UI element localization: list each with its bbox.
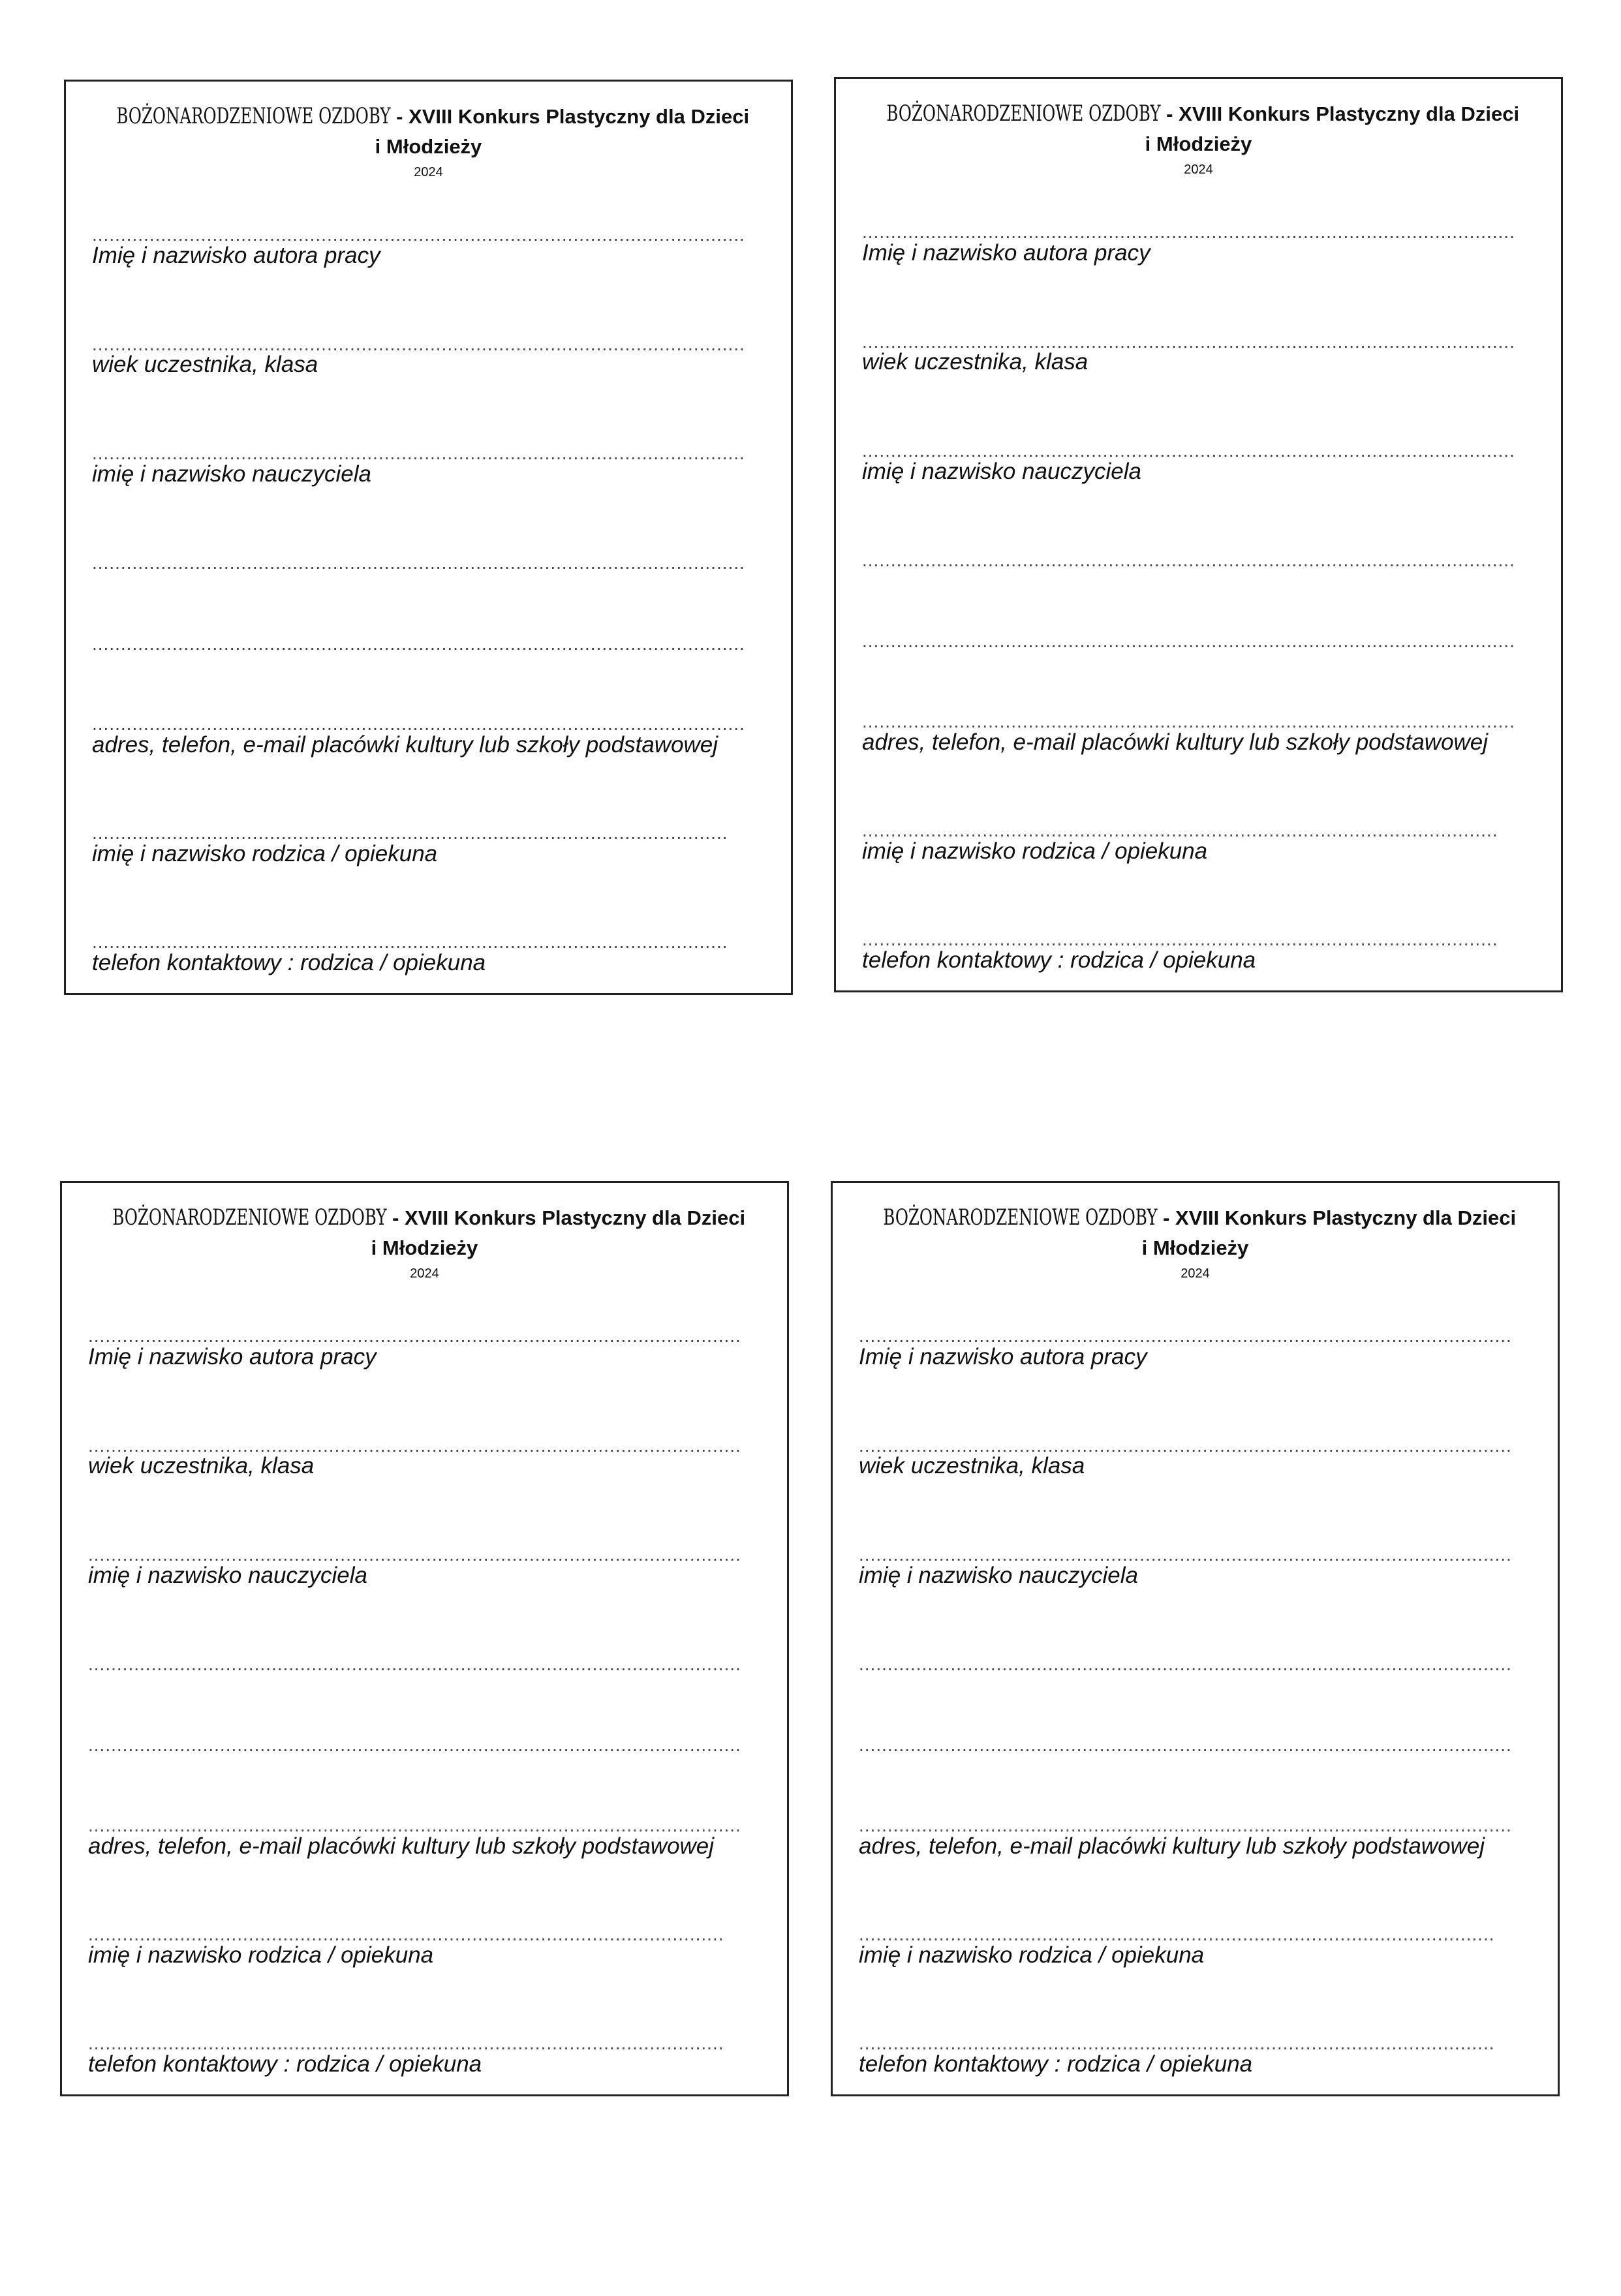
teacher-line[interactable]: .................................................................................................................. bbox=[92, 444, 745, 463]
parent-label: imię i nazwisko rodzica / opiekuna bbox=[859, 1942, 1205, 1968]
author-line[interactable]: .................................................................................................................. bbox=[92, 225, 745, 245]
teacher-line[interactable]: .................................................................................................................. bbox=[88, 1545, 741, 1565]
author-label: Imię i nazwisko autora pracy bbox=[862, 240, 1150, 266]
teacher-line[interactable]: .................................................................................................................. bbox=[859, 1545, 1512, 1565]
parent-line[interactable]: ............................................................................................................... bbox=[88, 1925, 724, 1944]
address-line-3[interactable]: .................................................................................................................. bbox=[862, 712, 1515, 731]
author-line[interactable]: .................................................................................................................. bbox=[88, 1326, 741, 1346]
contest-subtitle: - XVIII Konkurs Plastyczny dla Dzieci bbox=[386, 1206, 746, 1229]
phone-label: telefon kontaktowy : rodzica / opiekuna bbox=[92, 950, 486, 975]
contest-year: 2024 bbox=[410, 1266, 439, 1281]
address-label: adres, telefon, e-mail placówki kultury lub szkoły podstawowej bbox=[862, 729, 1489, 755]
entry-card-1 bbox=[64, 80, 793, 995]
address-line-1[interactable]: .................................................................................................................. bbox=[862, 551, 1515, 570]
teacher-label: imię i nazwisko nauczyciela bbox=[88, 1563, 367, 1588]
parent-line[interactable]: ............................................................................................................... bbox=[92, 823, 728, 843]
entry-card-3 bbox=[60, 1181, 789, 2096]
age-label: wiek uczestnika, klasa bbox=[92, 352, 318, 377]
address-label: adres, telefon, e-mail placówki kultury lub szkoły podstawowej bbox=[92, 732, 718, 758]
phone-line[interactable]: ............................................................................................................... bbox=[88, 2034, 724, 2053]
address-line-1[interactable]: .................................................................................................................. bbox=[88, 1655, 741, 1674]
contest-subtitle: - XVIII Konkurs Plastyczny dla Dzieci bbox=[1160, 102, 1520, 125]
address-line-1[interactable]: .................................................................................................................. bbox=[92, 553, 745, 573]
contest-subtitle: - XVIII Konkurs Plastyczny dla Dzieci bbox=[390, 105, 750, 128]
phone-line[interactable]: ............................................................................................................... bbox=[859, 2034, 1495, 2053]
phone-label: telefon kontaktowy : rodzica / opiekuna bbox=[88, 2051, 482, 2077]
phone-line[interactable]: ............................................................................................................... bbox=[92, 932, 728, 952]
phone-label: telefon kontaktowy : rodzica / opiekuna bbox=[859, 2051, 1253, 2077]
contest-subtitle-2: i Młodzieży bbox=[1141, 1236, 1249, 1259]
address-line-1[interactable]: .................................................................................................................. bbox=[859, 1655, 1512, 1674]
card-header bbox=[66, 100, 791, 184]
contest-title: BOŻONARODZENIOWE OZDOBY bbox=[883, 1204, 1158, 1231]
entry-card-4 bbox=[831, 1181, 1560, 2096]
entry-card-2 bbox=[834, 77, 1563, 992]
card-header bbox=[833, 1201, 1558, 1285]
phone-label: telefon kontaktowy : rodzica / opiekuna bbox=[862, 947, 1256, 973]
card-header bbox=[836, 97, 1561, 181]
address-line-2[interactable]: .................................................................................................................. bbox=[859, 1736, 1512, 1755]
teacher-label: imię i nazwisko nauczyciela bbox=[92, 461, 371, 487]
address-line-2[interactable]: .................................................................................................................. bbox=[862, 632, 1515, 651]
contest-year: 2024 bbox=[414, 165, 443, 179]
age-label: wiek uczestnika, klasa bbox=[859, 1453, 1085, 1478]
author-label: Imię i nazwisko autora pracy bbox=[859, 1344, 1147, 1370]
address-line-3[interactable]: .................................................................................................................. bbox=[92, 714, 745, 734]
contest-subtitle-2: i Młodzieży bbox=[1145, 132, 1252, 155]
contest-title: BOŻONARODZENIOWE OZDOBY bbox=[886, 100, 1161, 127]
address-line-3[interactable]: .................................................................................................................. bbox=[88, 1816, 741, 1835]
author-label: Imię i nazwisko autora pracy bbox=[88, 1344, 377, 1370]
age-label: wiek uczestnika, klasa bbox=[88, 1453, 315, 1478]
contest-title: BOŻONARODZENIOWE OZDOBY bbox=[116, 103, 391, 129]
contest-subtitle-2: i Młodzieży bbox=[375, 135, 482, 158]
card-header bbox=[62, 1201, 787, 1285]
contest-subtitle-2: i Młodzieży bbox=[371, 1236, 478, 1259]
age-line[interactable]: .................................................................................................................. bbox=[859, 1436, 1512, 1456]
contest-year: 2024 bbox=[1181, 1266, 1210, 1281]
author-label: Imię i nazwisko autora pracy bbox=[92, 243, 380, 268]
teacher-label: imię i nazwisko nauczyciela bbox=[859, 1563, 1138, 1588]
contest-year: 2024 bbox=[1184, 162, 1213, 177]
phone-line[interactable]: ............................................................................................................... bbox=[862, 930, 1498, 949]
teacher-label: imię i nazwisko nauczyciela bbox=[862, 459, 1141, 484]
author-line[interactable]: .................................................................................................................. bbox=[859, 1326, 1512, 1346]
teacher-line[interactable]: .................................................................................................................. bbox=[862, 441, 1515, 461]
age-line[interactable]: .................................................................................................................. bbox=[92, 335, 745, 354]
author-line[interactable]: .................................................................................................................. bbox=[862, 222, 1515, 242]
parent-line[interactable]: ............................................................................................................... bbox=[862, 821, 1498, 840]
address-label: adres, telefon, e-mail placówki kultury lub szkoły podstawowej bbox=[859, 1833, 1485, 1859]
contest-subtitle: - XVIII Konkurs Plastyczny dla Dzieci bbox=[1157, 1206, 1517, 1229]
address-label: adres, telefon, e-mail placówki kultury lub szkoły podstawowej bbox=[88, 1833, 715, 1859]
parent-label: imię i nazwisko rodzica / opiekuna bbox=[862, 838, 1208, 864]
age-line[interactable]: .................................................................................................................. bbox=[862, 332, 1515, 352]
address-line-3[interactable]: .................................................................................................................. bbox=[859, 1816, 1512, 1835]
parent-label: imię i nazwisko rodzica / opiekuna bbox=[92, 841, 438, 866]
contest-title: BOŻONARODZENIOWE OZDOBY bbox=[112, 1204, 387, 1231]
address-line-2[interactable]: .................................................................................................................. bbox=[92, 634, 745, 654]
age-line[interactable]: .................................................................................................................. bbox=[88, 1436, 741, 1456]
parent-label: imię i nazwisko rodzica / opiekuna bbox=[88, 1942, 434, 1968]
address-line-2[interactable]: .................................................................................................................. bbox=[88, 1736, 741, 1755]
age-label: wiek uczestnika, klasa bbox=[862, 349, 1088, 375]
parent-line[interactable]: ............................................................................................................... bbox=[859, 1925, 1495, 1944]
